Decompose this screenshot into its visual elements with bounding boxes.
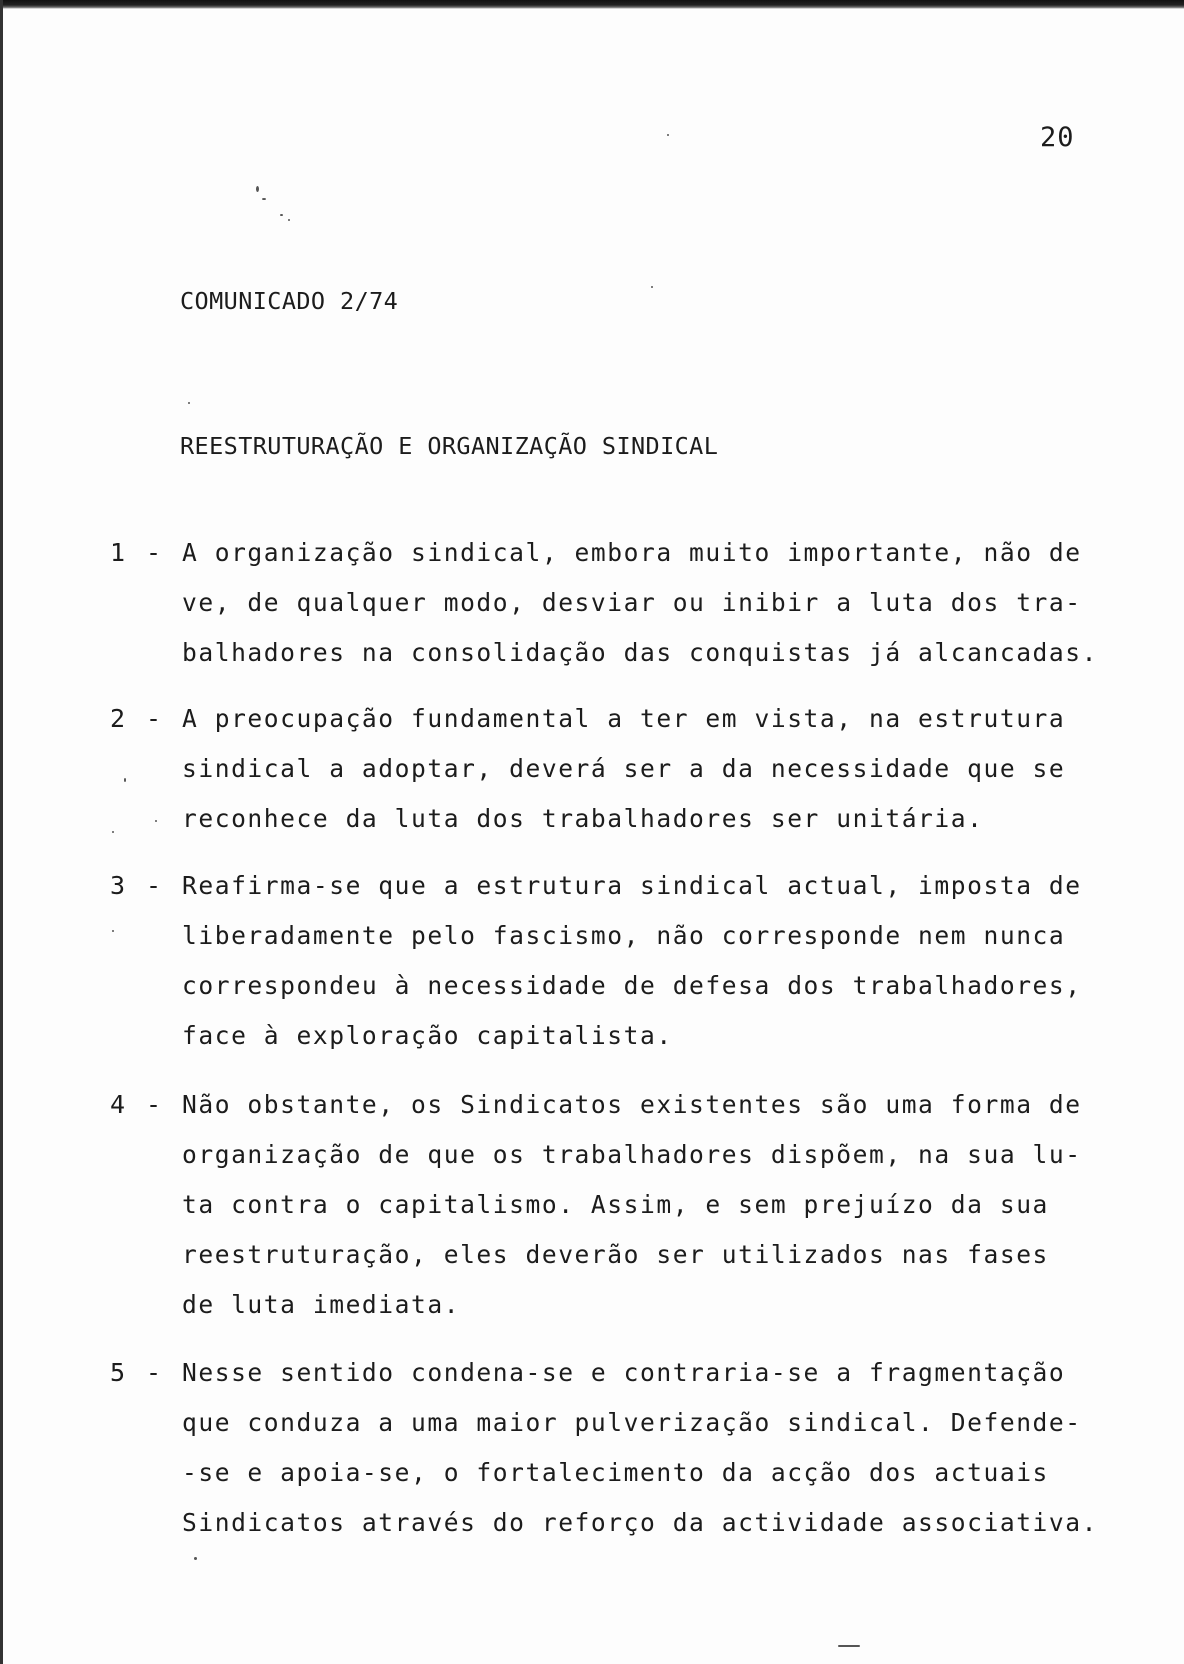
- item-number: 3: [110, 871, 126, 900]
- text-line: correspondeu à necessidade de defesa dos trabalhadores,: [182, 971, 1082, 1000]
- text-line: balhadores na consolidação das conquistas já alcancadas.: [182, 638, 1098, 667]
- text-line: Nesse sentido condena-se e contraria-se a fragmentação: [182, 1358, 1066, 1387]
- item-dash: -: [146, 538, 162, 567]
- item-number: 1: [110, 538, 126, 567]
- item-number: 2: [110, 704, 126, 733]
- scan-speck: [651, 286, 653, 288]
- scan-speck: [838, 1645, 860, 1647]
- text-line: de luta imediata.: [182, 1290, 461, 1319]
- item-number: 4: [110, 1090, 126, 1119]
- scan-speck: [194, 1557, 197, 1560]
- text-line: reestruturação, eles deverão ser utilizados nas fases: [182, 1240, 1049, 1269]
- text-line: Reafirma-se que a estrutura sindical actual, imposta de: [182, 871, 1082, 900]
- text-line: A preocupação fundamental a ter em vista, na estrutura: [182, 704, 1066, 733]
- text-line: Sindicatos através do reforço da actividade associativa.: [182, 1508, 1098, 1537]
- scan-border-top: [0, 0, 1184, 9]
- text-line: ta contra o capitalismo. Assim, e sem prejuízo da sua: [182, 1190, 1049, 1219]
- scan-speck: [288, 219, 290, 221]
- text-line: sindical a adoptar, deverá ser a da necessidade que se: [182, 754, 1066, 783]
- item-text: [182, 861, 1112, 1061]
- text-line: A organização sindical, embora muito importante, não de: [182, 538, 1082, 567]
- text-line: liberadamente pelo fascismo, não corresponde nem nunca: [182, 921, 1066, 950]
- text-line: que conduza a uma maior pulverização sindical. Defende-: [182, 1408, 1082, 1437]
- scan-speck: [112, 831, 114, 833]
- text-line: ve, de qualquer modo, desviar ou inibir a luta dos tra-: [182, 588, 1082, 617]
- scan-speck: [112, 930, 114, 932]
- text-line: organização de que os trabalhadores dispõem, na sua lu-: [182, 1140, 1082, 1169]
- document-title: COMUNICADO 2/74: [180, 287, 399, 315]
- item-dash: -: [146, 1358, 162, 1387]
- item-dash: -: [146, 871, 162, 900]
- scan-speck: [188, 402, 190, 404]
- text-line: -se e apoia-se, o fortalecimento da acção dos actuais: [182, 1458, 1049, 1487]
- item-text: [182, 1348, 1112, 1548]
- item-text: [182, 694, 1112, 844]
- item-dash: -: [146, 1090, 162, 1119]
- scan-speck: [256, 186, 259, 192]
- text-line: reconhece da luta dos trabalhadores ser unitária.: [182, 804, 984, 833]
- text-line: Não obstante, os Sindicatos existentes são uma forma de: [182, 1090, 1082, 1119]
- document-subtitle: REESTRUTURAÇÃO E ORGANIZAÇÃO SINDICAL: [180, 432, 719, 460]
- text-line: face à exploração capitalista.: [182, 1021, 673, 1050]
- scan-speck: [124, 778, 126, 782]
- scan-speck: [155, 820, 157, 822]
- item-dash: -: [146, 704, 162, 733]
- scan-speck: [262, 198, 266, 200]
- scan-speck: [667, 134, 669, 136]
- item-number: 5: [110, 1358, 126, 1387]
- item-text: [182, 528, 1112, 678]
- page-number: 20: [1040, 122, 1075, 153]
- scan-speck: [280, 214, 283, 216]
- scan-border-left: [0, 0, 3, 1664]
- item-text: [182, 1080, 1112, 1330]
